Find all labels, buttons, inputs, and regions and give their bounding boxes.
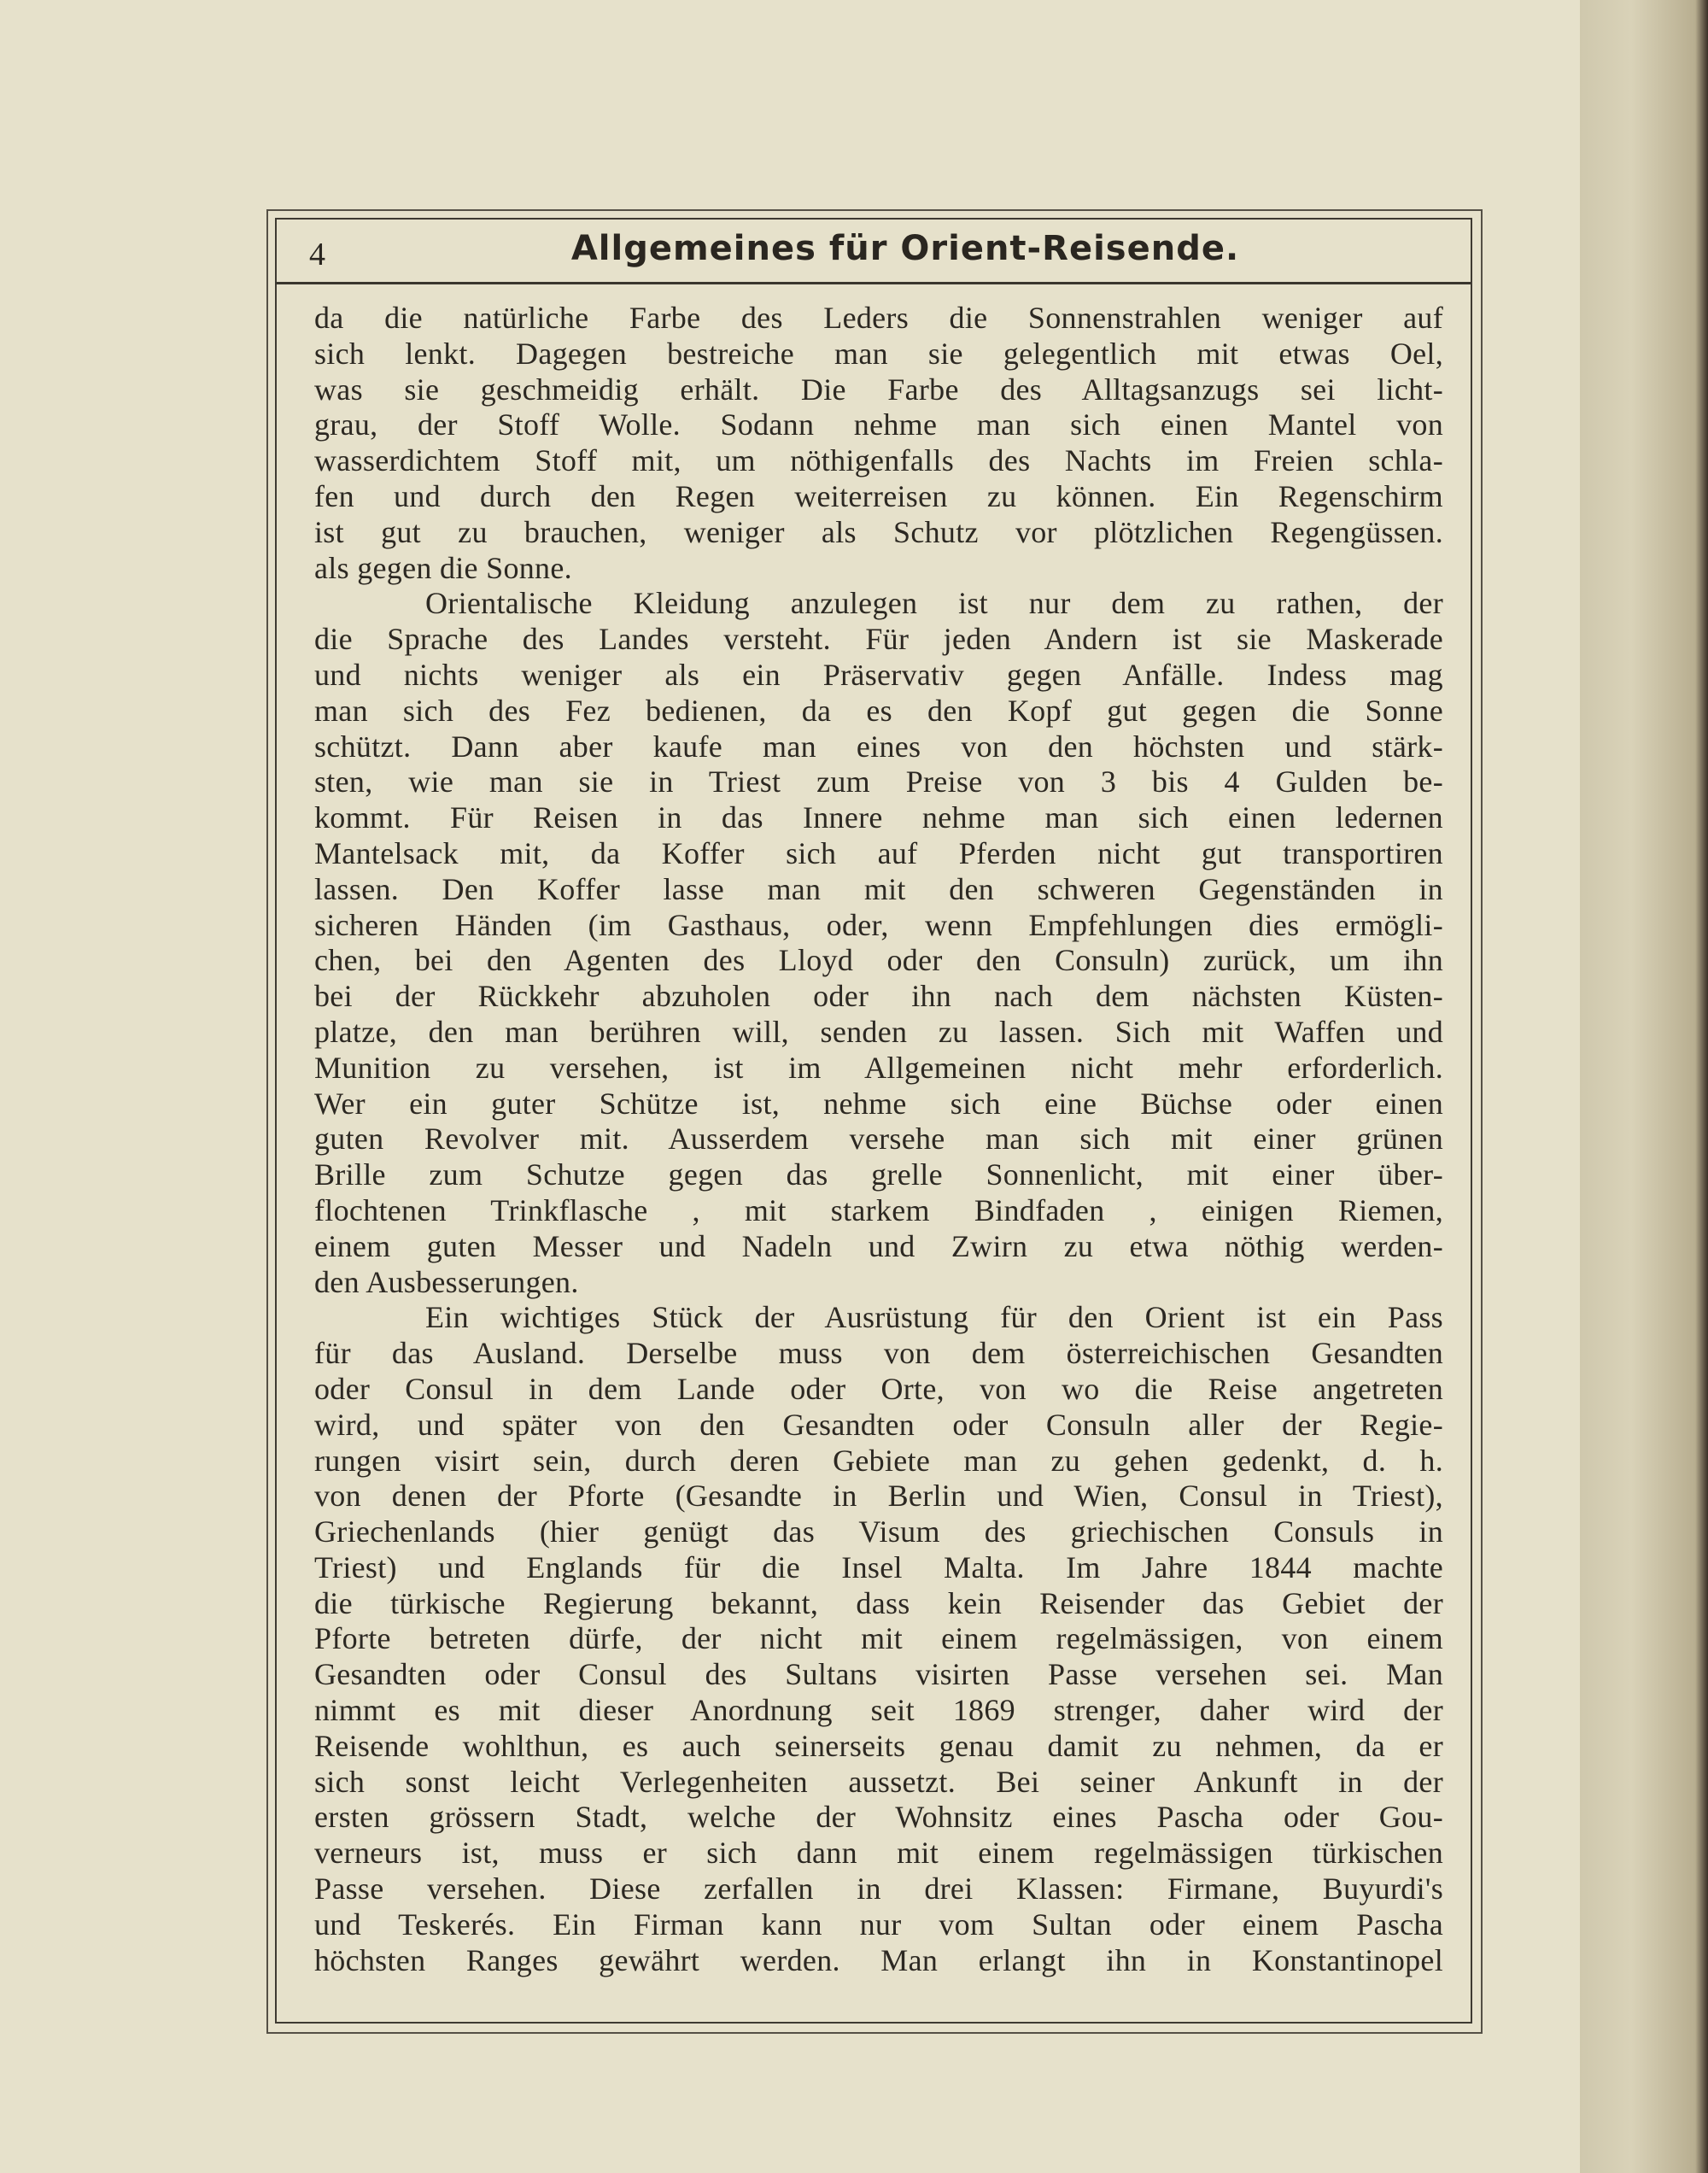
text-line: verneurs ist, muss er sich dann mit einem regelmässigen türkischen <box>314 1836 1443 1871</box>
text-line: sicheren Händen (im Gasthaus, oder, wenn Empfehlungen dies ermögli- <box>314 907 1443 942</box>
text-line: von denen der Pforte (Gesandte in Berlin und Wien, Consul in Triest), <box>314 1479 1443 1514</box>
text-line: ist gut zu brauchen, weniger als Schutz vor plötzlichen Regengüssen. <box>314 514 1443 549</box>
text-line: und nichts weniger als ein Präservativ gegen Anfälle. Indess mag <box>314 657 1443 692</box>
text-line: den Ausbesserungen. <box>314 1264 579 1299</box>
text-line: Triest) und Englands für die Insel Malta. Im Jahre 1844 machte <box>314 1549 1443 1584</box>
text-line: nimmt es mit dieser Anordnung seit 1869 strenger, daher wird der <box>314 1693 1443 1728</box>
text-line: Brille zum Schutze gegen das grelle Sonnenlicht, mit einer über- <box>314 1157 1443 1192</box>
book-edge <box>1580 0 1708 2173</box>
text-line: guten Revolver mit. Ausserdem versehe man sich mit einer grünen <box>314 1122 1443 1157</box>
text-line: einem guten Messer und Nadeln und Zwirn zu etwa nöthig werden- <box>314 1228 1443 1263</box>
text-line: chen, bei den Agenten des Lloyd oder den Consuln) zurück, um ihn <box>314 943 1443 978</box>
text-line: bei der Rückkehr abzuholen oder ihn nach dem nächsten Küsten- <box>314 979 1443 1014</box>
text-line: ersten grössern Stadt, welche der Wohnsitz eines Pascha oder Gou- <box>314 1800 1443 1835</box>
text-line: wasserdichtem Stoff mit, um nöthigenfalls des Nachts im Freien schla- <box>314 443 1443 478</box>
text-line: da die natürliche Farbe des Leders die Sonnenstrahlen weniger auf <box>314 301 1443 335</box>
text-line: rungen visirt sein, durch deren Gebiete man zu gehen gedenkt, d. h. <box>314 1443 1443 1478</box>
text-line: platze, den man berühren will, senden zu lassen. Sich mit Waffen und <box>314 1014 1443 1049</box>
text-line: lassen. Den Koffer lasse man mit den schweren Gegenständen in <box>314 871 1443 906</box>
text-line: sich lenkt. Dagegen bestreiche man sie gelegentlich mit etwas Oel, <box>314 336 1443 371</box>
text-line: was sie geschmeidig erhält. Die Farbe des Alltagsanzugs sei licht- <box>314 372 1443 407</box>
page-number: 4 <box>309 237 325 272</box>
text-line: Wer ein guter Schütze ist, nehme sich eine Büchse oder einen <box>314 1086 1443 1121</box>
text-line: Reisende wohlthun, es auch seinerseits genau damit zu nehmen, da er <box>314 1728 1443 1763</box>
text-line: sich sonst leicht Verlegenheiten aussetzt. Bei seiner Ankunft in der <box>314 1764 1443 1799</box>
text-line: grau, der Stoff Wolle. Sodann nehme man sich einen Mantel von <box>314 407 1443 442</box>
text-line: man sich des Fez bedienen, da es den Kopf gut gegen die Sonne <box>314 693 1443 728</box>
text-line: sten, wie man sie in Triest zum Preise von 3 bis 4 Gulden be- <box>314 764 1443 800</box>
text-line: schützt. Dann aber kaufe man eines von den höchsten und stärk- <box>314 729 1443 764</box>
text-line: als gegen die Sonne. <box>314 550 572 585</box>
text-line: kommt. Für Reisen in das Innere nehme man sich einen ledernen <box>314 800 1443 835</box>
text-line: höchsten Ranges gewährt werden. Man erlangt ihn in Konstantinopel <box>314 1942 1443 1977</box>
text-line: Orientalische Kleidung anzulegen ist nur dem zu rathen, der <box>425 586 1443 621</box>
text-line: Passe versehen. Diese zerfallen in drei Klassen: Firmane, Buyurdi's <box>314 1871 1443 1906</box>
text-line: Gesandten oder Consul des Sultans visirten Passe versehen sei. Man <box>314 1657 1443 1692</box>
body-text <box>314 301 1443 1978</box>
text-line: die Sprache des Landes versteht. Für jeden Andern ist sie Maskerade <box>314 622 1443 657</box>
text-line: Mantelsack mit, da Koffer sich auf Pferden nicht gut transportiren <box>314 835 1443 870</box>
text-line: wird, und später von den Gesandten oder Consuln aller der Regie- <box>314 1407 1443 1442</box>
text-line: Munition zu versehen, ist im Allgemeinen nicht mehr erforderlich. <box>314 1050 1443 1085</box>
text-line: für das Ausland. Derselbe muss von dem österreichischen Gesandten <box>314 1336 1443 1371</box>
text-line: die türkische Regierung bekannt, dass kein Reisender das Gebiet der <box>314 1585 1443 1620</box>
text-line: fen und durch den Regen weiterreisen zu können. Ein Regenschirm <box>314 478 1443 513</box>
text-line: Pforte betreten dürfe, der nicht mit einem regelmässigen, von einem <box>314 1621 1443 1656</box>
text-line: flochtenen Trinkflasche , mit starkem Bindfaden , einigen Riemen, <box>314 1192 1443 1227</box>
text-line: Griechenlands (hier genügt das Visum des griechischen Consuls in <box>314 1514 1443 1549</box>
text-line: und Teskerés. Ein Firman kann nur vom Sultan oder einem Pascha <box>314 1906 1443 1942</box>
header-rule <box>275 282 1471 284</box>
running-title: Allgemeines für Orient-Reisende. <box>570 229 1240 268</box>
text-line: oder Consul in dem Lande oder Orte, von wo die Reise angetreten <box>314 1371 1443 1406</box>
text-line: Ein wichtiges Stück der Ausrüstung für den Orient ist ein Pass <box>425 1300 1443 1335</box>
